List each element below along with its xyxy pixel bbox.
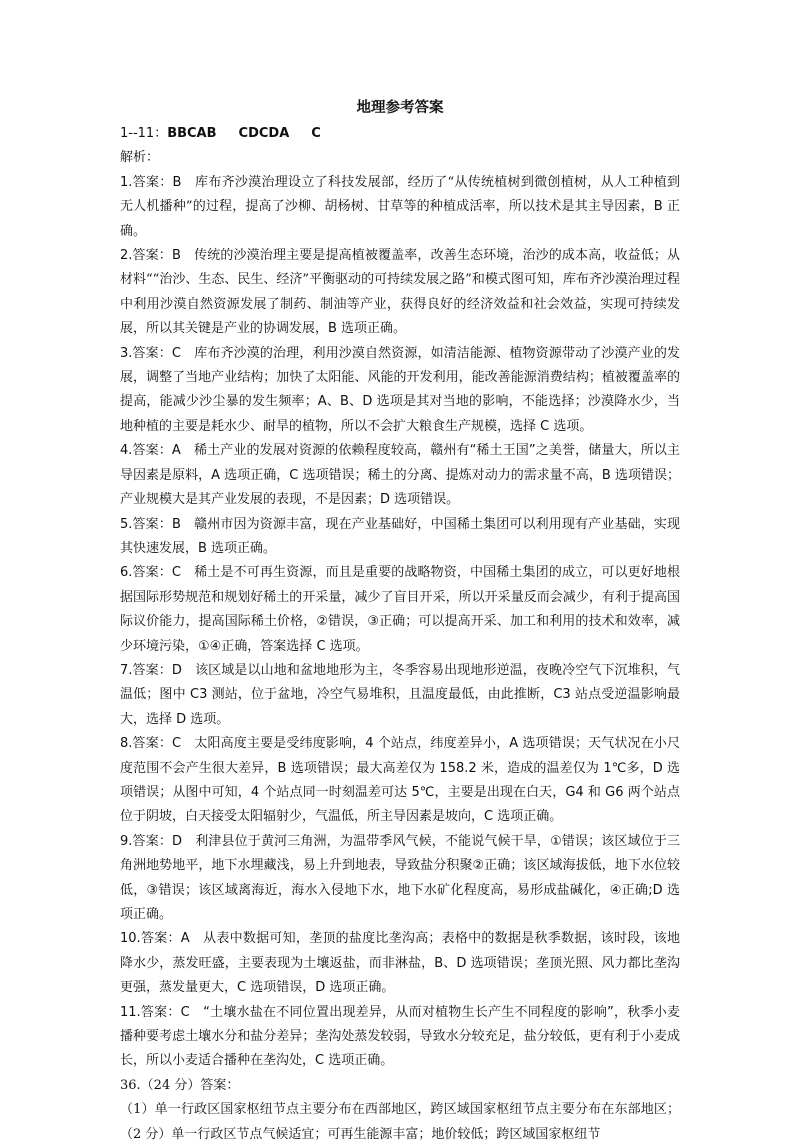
question-36-heading: 36.（24 分）答案：	[120, 1077, 240, 1093]
item-text-rest: 的过程，提高了沙柳、胡杨树、甘草等的种植成活率，所以技术是其主导因素，B 正确。	[120, 199, 680, 239]
answer-group-3: C	[311, 126, 321, 141]
item-number: 9.	[120, 833, 133, 849]
explanation-item	[120, 513, 680, 562]
item-quote: ““治沙、生态、民生、经济”平衡驱动的可持续发展之路”	[146, 272, 472, 288]
explanation-item	[120, 732, 680, 830]
item-text: 答案：A 稀土产业的发展对资源的依赖程度较高，赣州有“稀土王国”之美誉，储量大，所以主导因素是原料，A 选项正确，C 选项错误；稀土的分离、提炼对动力的需求量不高，B 选项错误；产业规模大是其产业发展的表现，不是因素；D 选项错误。	[120, 443, 680, 508]
explanation-item	[120, 830, 680, 928]
explanation-item	[120, 244, 680, 342]
item-number: 5.	[120, 516, 133, 532]
explanation-item	[120, 342, 680, 440]
item-number: 8.	[120, 736, 133, 752]
item-number: 4.	[120, 443, 133, 459]
answer-key-line	[120, 122, 680, 146]
item-number: 7.	[120, 662, 133, 678]
page-title: 地理参考答案	[356, 100, 444, 116]
explanation-item	[120, 171, 680, 244]
item-text: 答案：A 从表中数据可知，垄顶的盐度比垄沟高；表格中的数据是秋季数据，该时段，该地降水少，蒸发旺盛，主要表现为土壤返盐，而非淋盐，B、D 选项错误；垄顶光照、风力都比垄沟更强，蒸发量更大，C 选项错误，D 选项正确。	[120, 931, 680, 996]
answer-group-2: CDCDA	[238, 126, 290, 141]
explanation-item	[120, 927, 680, 1000]
explain-label: 解析：	[120, 150, 160, 166]
item-text: 答案：B 传统的沙漠治理主要是提高植被覆盖率，改善生态环境，治沙的成本高，收益低；从材料	[120, 248, 680, 288]
item-number: 1.	[120, 174, 133, 190]
explanation-item	[120, 659, 680, 732]
explanation-item	[120, 439, 680, 512]
explanation-item	[120, 1001, 680, 1074]
answer-group-1: BBCAB	[167, 126, 217, 141]
item-text: 答案：C 库布齐沙漠的治理，利用沙漠自然资源，如清洁能源、植物资源带动了沙漠产业的发展，调整了当地产业结构；加快了太阳能、风能的开发利用，能改善能源消费结构；植被覆盖率的提高，能减少沙尘暴的发生频率；A、B、D 选项是其对当地的影响，不能选择；沙漠降水少，当地种植的主要是耗水少、耐旱的植物，所以不会扩大粮食生产规模，选择 C 选项。	[120, 345, 680, 434]
question-36-answer: （1）单一行政区国家枢纽节点主要分布在西部地区，跨区域国家枢纽节点主要分布在东部地区；（2 分）单一行政区节点气候适宜；可再生能源丰富；地价较低；跨区域国家枢纽节	[120, 1102, 680, 1142]
item-text: 答案：B 赣州市因为资源丰富，现在产业基础好，中国稀土集团可以利用现有产业基础，实现其快速发展，B 选项正确。	[120, 516, 680, 556]
item-text: 答案：B 库布齐沙漠治理设立了科技发展部，经历了	[132, 174, 448, 190]
item-text: 答案：D 该区域是以山地和盆地地形为主，冬季容易出现地形逆温，夜晚冷空气下沉堆积，气温低；图中 C3 测站，位于盆地，冷空气易堆积，且温度最低，由此推断，C3 站点受逆温影响最大，选择 D 选项。	[120, 662, 680, 727]
item-text-rest: 和模式图可知，库布齐沙漠治理过程中利用沙漠自然资源发展了制药、制油等产业，获得良好的经济效益和社会效益，实现可持续发展，所以其关键是产业的协调发展，B 选项正确。	[120, 272, 680, 337]
item-number: 6.	[120, 565, 133, 581]
item-number: 2.	[120, 248, 133, 264]
explanation-item	[120, 561, 680, 659]
item-number: 10.	[120, 931, 141, 947]
item-number: 11.	[120, 1004, 141, 1020]
answer-sheet	[120, 96, 680, 1147]
item-text: 答案：C “土壤水盐在不同位置出现差异，从而对植物生长产生不同程度的影响”，秋季小麦播种要考虑土壤水分和盐分差异；垄沟处蒸发较弱，导致水分较充足，盐分较低，更有利于小麦成长，所以小麦适合播种在垄沟处，C 选项正确。	[120, 1004, 680, 1069]
item-text: 答案：C 稀土是不可再生资源，而且是重要的战略物资，中国稀土集团的成立，可以更好地根据国际形势规范和规划好稀土的开采量，减少了盲目开采，所以开采量反而会减少，有利于提高国际议价能力，提高国际稀土价格，②错误，③正确；可以提高开采、加工和利用的技术和效率，减少环境污染，①④正确，答案选择 C 选项。	[120, 565, 680, 654]
item-text: 答案：C 太阳高度主要是受纬度影响，4 个站点，纬度差异小，A 选项错误；天气状况在小尺度范围不会产生很大差异，B 选项错误；最大高差仅为 158.2 米，造成的温差仅为 1℃多，D 选项错误；从图中可知，4 个站点同一时刻温差可达 5℃，主要是出现在白天，G4 和 G6 两个站点位于阴坡，白天接受太阳辐射少，气温低，所主导因素是坡向，C 选项正确。	[120, 736, 680, 825]
item-quote: “从传统植树到微创植树，从人工种植到无人机播种”	[120, 174, 680, 215]
answer-range: 1--11：	[120, 126, 168, 141]
item-number: 3.	[120, 345, 133, 361]
item-text: 答案：D 利津县位于黄河三角洲，为温带季风气候，不能说气候干旱，①错误；该区域位于三角洲地势地平，地下水埋藏浅，易上升到地表，导致盐分积聚②正确；该区域海拔低，地下水位较低，③错误；该区域离海近，海水入侵地下水，地下水矿化程度高，易形成盐碱化，④正确;D 选项正确。	[120, 833, 680, 922]
